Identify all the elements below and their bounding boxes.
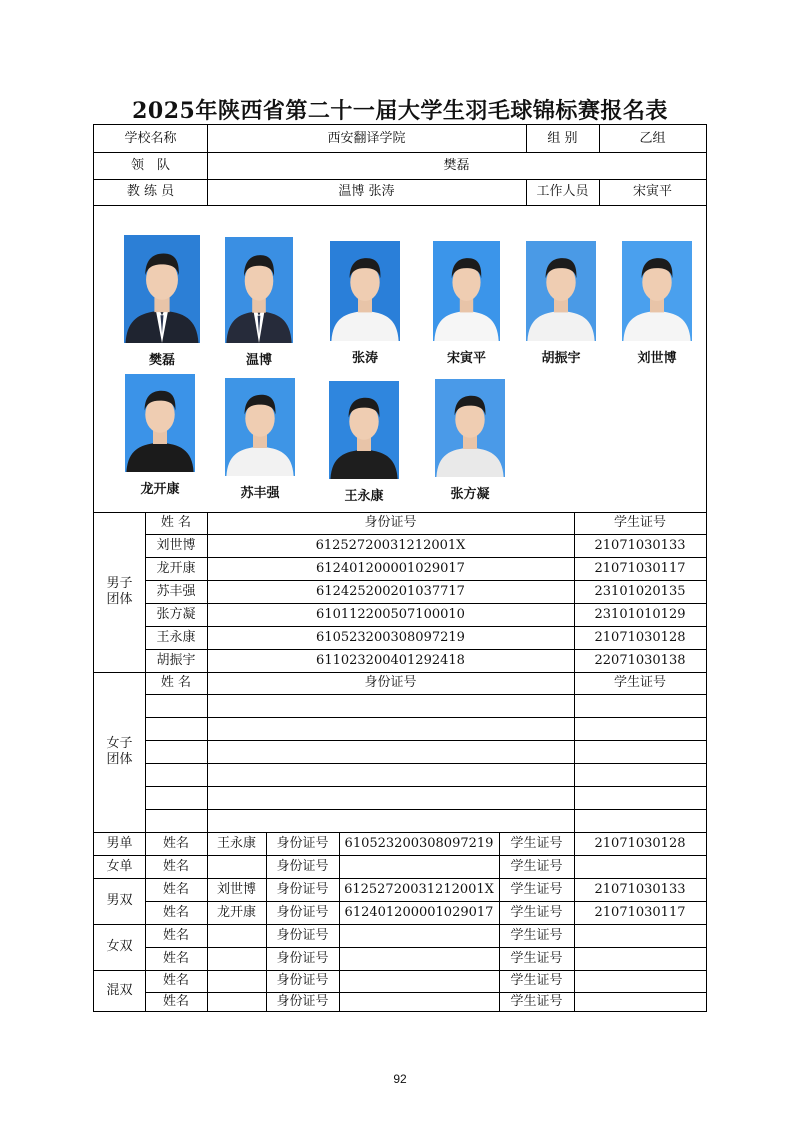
women-col-name: 姓 名 [160,675,192,690]
mens-double-student: 21071030133 [594,881,686,897]
school-name-label: 学校名称 [124,130,177,146]
mens-single-id: 610523200308097219 [344,835,494,851]
coach-label: 教 练 员 [126,184,175,199]
id-label: 身份证号 [276,904,329,920]
name-label: 姓名 [162,973,189,988]
portrait-photo [526,241,596,341]
portrait-card [225,378,295,500]
portrait-caption: 胡振宇 [541,351,581,366]
portrait-caption: 刘世博 [637,351,677,366]
men-row-id: 612401200001029017 [316,560,465,576]
mens-double-id: 61252720031212001X [344,881,494,897]
women-col-student: 学生证号 [613,675,666,690]
photo-gallery [94,205,706,512]
portrait-card [526,241,596,365]
portrait-caption: 宋寅平 [446,351,486,366]
mens-double-label: 男双 [106,893,133,908]
men-row-name: 胡振宇 [156,652,196,668]
men-row-name: 刘世博 [156,537,196,553]
student-label: 学生证号 [510,881,563,897]
id-label: 身份证号 [276,994,329,1009]
men-col-id: 身份证号 [364,515,417,530]
student-label: 学生证号 [510,950,563,966]
student-label: 学生证号 [510,973,563,988]
page-title: 2025年陕西省第二十一届大学生羽毛球锦标赛报名表 [132,98,668,124]
portrait-card [124,235,200,367]
mens-double-name: 龙开康 [216,904,256,920]
portrait-caption: 苏丰强 [240,486,280,501]
staff-label: 工作人员 [536,184,589,199]
men-row-id: 611023200401292418 [316,652,465,668]
men-row-student: 22071030138 [594,652,686,668]
mixed-double-label: 混双 [106,983,133,998]
mens-double-id: 612401200001029017 [344,904,494,920]
name-label: 姓名 [162,950,189,966]
portrait-photo [622,241,692,341]
portrait-caption: 王永康 [344,489,384,504]
name-label: 姓名 [162,835,189,851]
men-row-name: 王永康 [156,629,196,645]
men-row-id: 610112200507100010 [316,606,465,622]
portrait-photo [433,241,500,341]
men-row-id: 61252720031212001X [315,537,466,553]
portrait-photo [329,381,399,479]
portrait-photo [435,379,505,477]
name-label: 姓名 [162,904,189,920]
student-label: 学生证号 [510,858,563,874]
women-team-label: 女子 团体 [106,736,133,767]
men-row-student: 21071030128 [594,629,686,645]
name-label: 姓名 [162,994,189,1009]
staff-value: 宋寅平 [632,184,672,199]
id-label: 身份证号 [276,950,329,966]
men-row-student: 21071030133 [594,537,686,553]
portrait-photo [225,237,293,343]
registration-form [93,124,707,1012]
womens-single-label: 女单 [106,858,133,874]
portrait-photo [125,374,195,472]
portrait-card [622,241,692,365]
group-label: 组 别 [547,130,578,146]
coach-value: 温博 张涛 [338,184,395,199]
portrait-caption: 温博 [245,353,272,368]
student-label: 学生证号 [510,904,563,920]
name-label: 姓名 [162,927,189,943]
team-leader-label: 领 队 [130,157,170,173]
portrait-caption: 张方凝 [450,487,490,502]
portrait-caption: 龙开康 [140,482,180,497]
page-number: 92 [393,1072,407,1086]
mens-double-name: 刘世博 [216,881,256,897]
portrait-card [225,237,293,367]
group-value: 乙组 [639,130,666,146]
portrait-card [435,379,505,501]
student-label: 学生证号 [510,835,563,851]
portrait-card [330,241,400,365]
portrait-card [433,241,500,365]
name-label: 姓名 [162,881,189,897]
portrait-photo [330,241,400,341]
id-label: 身份证号 [276,858,329,874]
men-row-name: 苏丰强 [156,583,196,599]
men-col-student: 学生证号 [613,515,666,530]
mens-single-label: 男单 [106,835,133,851]
men-row-id: 612425200201037717 [316,583,465,599]
mens-double-student: 21071030117 [594,904,686,920]
men-row-student: 21071030117 [594,560,686,576]
men-row-student: 23101010129 [594,606,686,622]
men-col-name: 姓 名 [160,515,192,530]
id-label: 身份证号 [276,881,329,897]
id-label: 身份证号 [276,835,329,851]
mens-single-name: 王永康 [216,835,256,851]
school-name-value: 西安翻译学院 [327,130,406,146]
men-row-id: 610523200308097219 [316,629,465,645]
men-team-label: 男子 团体 [106,576,133,607]
student-label: 学生证号 [510,994,563,1009]
womens-double-label: 女双 [106,939,133,954]
portrait-card [329,381,399,503]
name-label: 姓名 [162,858,189,874]
portrait-caption: 张涛 [351,351,378,366]
id-label: 身份证号 [276,927,329,943]
mens-single-student: 21071030128 [594,835,686,851]
portrait-photo [124,235,200,343]
portrait-caption: 樊磊 [148,353,175,368]
women-col-id: 身份证号 [364,675,417,690]
id-label: 身份证号 [276,973,329,988]
men-row-student: 23101020135 [594,583,686,599]
men-row-name: 龙开康 [156,560,196,576]
student-label: 学生证号 [510,927,563,943]
team-leader-value: 樊磊 [443,157,470,173]
portrait-photo [225,378,295,476]
portrait-card [125,374,195,496]
men-row-name: 张方凝 [156,606,196,622]
